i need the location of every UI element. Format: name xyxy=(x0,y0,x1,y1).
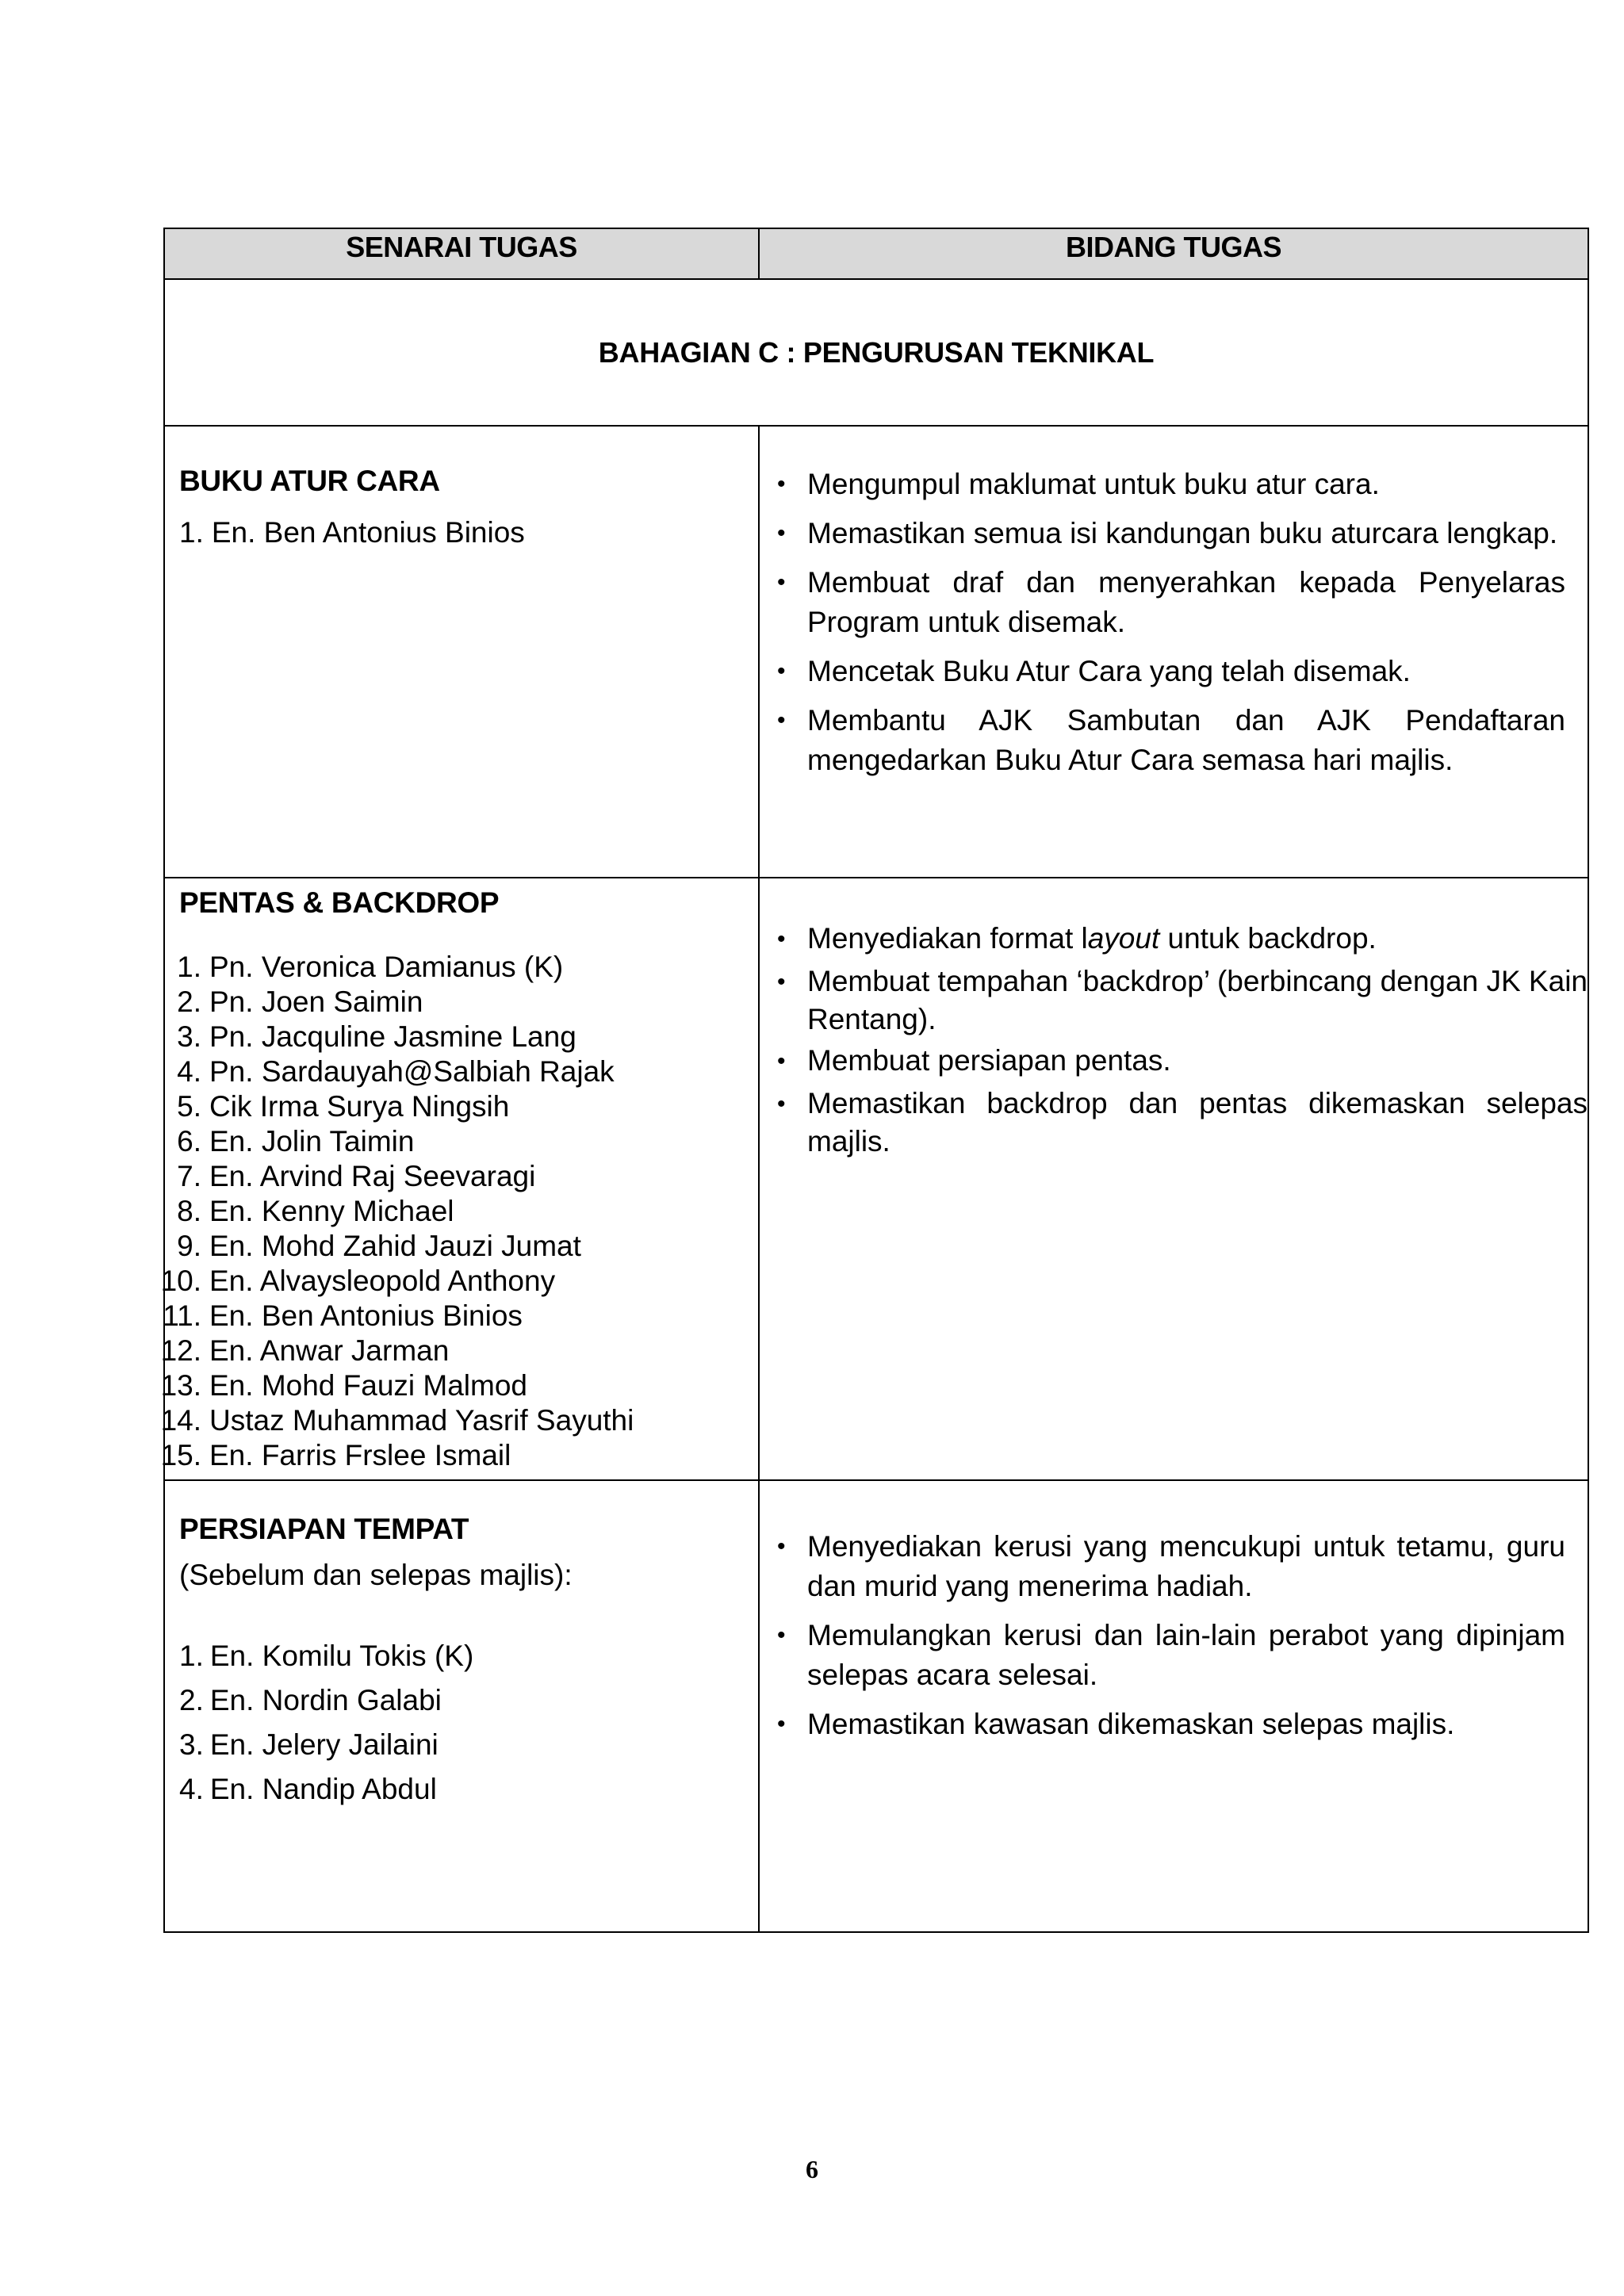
list-item xyxy=(776,563,1588,642)
member-name: En. Ben Antonius Binios xyxy=(209,1299,523,1332)
list-item xyxy=(179,985,749,1020)
duties-cell xyxy=(759,878,1588,1480)
group-title: PERSIAPAN TEMPAT xyxy=(179,1513,469,1545)
item-number: 13. xyxy=(160,1369,201,1402)
list-item xyxy=(776,701,1588,780)
list-item xyxy=(776,1085,1588,1161)
item-number: 4. xyxy=(179,1773,204,1805)
duty-table xyxy=(160,228,1589,1933)
member-name: Ustaz Muhammad Yasrif Sayuthi xyxy=(209,1404,634,1437)
header-senarai-tugas: SENARAI TUGAS xyxy=(164,228,759,279)
bullet-icon: • xyxy=(777,969,786,995)
group-note: (Sebelum dan selepas majlis): xyxy=(179,1559,573,1591)
list-item xyxy=(163,1299,749,1334)
member-name: En. Kenny Michael xyxy=(209,1195,454,1227)
list-item xyxy=(160,1368,749,1403)
list-item xyxy=(160,1438,749,1473)
list-item xyxy=(160,1334,749,1368)
list-item xyxy=(179,1054,749,1089)
table-row xyxy=(164,426,1588,878)
list-item xyxy=(179,950,749,985)
member-name: En. Anwar Jarman xyxy=(209,1334,450,1367)
list-item xyxy=(179,1020,749,1054)
bullet-icon: • xyxy=(777,569,786,595)
duty-text: Menyediakan kerusi yang mencukupi untuk tetamu, guru dan murid yang menerima hadiah. xyxy=(807,1530,1565,1602)
list-item xyxy=(776,652,1588,691)
member-name: Pn. Jacquline Jasmine Lang xyxy=(209,1020,576,1053)
item-number: 14. xyxy=(160,1404,201,1437)
list-item xyxy=(179,1089,749,1124)
member-name: En. Mohd Fauzi Malmod xyxy=(209,1369,528,1402)
item-number: 8. xyxy=(177,1195,201,1227)
table-row xyxy=(164,878,1588,1480)
member-list xyxy=(160,950,749,1473)
item-number: 3. xyxy=(177,1020,201,1053)
list-item xyxy=(776,465,1588,504)
list-item xyxy=(776,962,1588,1039)
member-name: Cik Irma Surya Ningsih xyxy=(209,1090,510,1123)
bullet-icon: • xyxy=(777,1048,786,1074)
duty-text: Memastikan semua isi kandungan buku aturcara lengkap. xyxy=(807,517,1558,549)
members-cell xyxy=(164,426,759,878)
item-number: 10. xyxy=(160,1265,201,1297)
item-number: 11. xyxy=(163,1299,201,1332)
duties-cell xyxy=(759,426,1588,878)
list-item xyxy=(776,1705,1588,1744)
group-title: BUKU ATUR CARA xyxy=(179,465,440,497)
list-item xyxy=(160,1403,749,1438)
duty-text: Memulangkan kerusi dan lain-lain perabot yang dipinjam selepas acara selesai. xyxy=(807,1619,1565,1691)
members-cell xyxy=(164,1480,759,1932)
duties-cell xyxy=(759,1480,1588,1932)
bullet-icon: • xyxy=(777,926,786,952)
list-item xyxy=(776,1616,1588,1695)
table-row xyxy=(164,1480,1588,1932)
member-name: En. Farris Frslee Ismail xyxy=(209,1439,511,1471)
list-item xyxy=(179,1771,749,1808)
item-number: 2. xyxy=(177,985,201,1018)
duty-text: Mengumpul maklumat untuk buku atur cara. xyxy=(807,468,1380,500)
bullet-icon: • xyxy=(777,1091,786,1117)
list-item xyxy=(179,1124,749,1159)
item-number: 1. xyxy=(179,1640,204,1672)
item-number: 2. xyxy=(179,1684,204,1716)
list-item xyxy=(179,1638,749,1674)
duty-text: Memastikan kawasan dikemaskan selepas majlis. xyxy=(807,1708,1455,1740)
duty-list xyxy=(776,465,1588,780)
page-number: 6 xyxy=(806,2155,818,2183)
list-item xyxy=(776,1042,1588,1081)
member-name: En. Nordin Galabi xyxy=(209,1684,442,1716)
item-number: 4. xyxy=(177,1055,201,1088)
item-number: 6. xyxy=(177,1125,201,1158)
member-name: En. Jolin Taimin xyxy=(209,1125,415,1158)
duty-text: Membantu AJK Sambutan dan AJK Pendaftaran mengedarkan Buku Atur Cara semasa hari majlis. xyxy=(807,704,1565,776)
list-item xyxy=(160,1264,749,1299)
group-title: PENTAS & BACKDROP xyxy=(179,886,500,919)
list-item xyxy=(776,514,1588,553)
bullet-icon: • xyxy=(777,520,786,546)
member-name: Pn. Veronica Damianus (K) xyxy=(209,951,564,983)
duty-text: Membuat draf dan menyerahkan kepada Penyelaras Program untuk disemak. xyxy=(807,566,1565,638)
member-name: En. Komilu Tokis (K) xyxy=(209,1640,474,1672)
member-name: En. Jelery Jailaini xyxy=(209,1728,439,1761)
member-name: En. Arvind Raj Seevaragi xyxy=(209,1160,536,1192)
bullet-icon: • xyxy=(777,707,786,733)
member-name: Pn. Joen Saimin xyxy=(209,985,423,1018)
member-name: En. Nandip Abdul xyxy=(209,1773,437,1805)
list-item xyxy=(179,515,749,550)
item-number: 9. xyxy=(177,1230,201,1262)
item-number: 5. xyxy=(177,1090,201,1123)
list-item xyxy=(179,1727,749,1763)
section-row xyxy=(164,279,1588,426)
list-item xyxy=(179,1194,749,1229)
member-list xyxy=(179,1638,749,1808)
duty-list xyxy=(776,920,1588,1161)
duty-text: Membuat persiapan pentas. xyxy=(807,1044,1171,1077)
duty-text: Memastikan backdrop dan pentas dikemaskan selepas majlis. xyxy=(807,1087,1588,1158)
item-number: 7. xyxy=(177,1160,201,1192)
member-name: En. Mohd Zahid Jauzi Jumat xyxy=(209,1230,581,1262)
item-number: 15. xyxy=(160,1439,201,1471)
list-item xyxy=(776,1527,1588,1606)
item-number: 1. xyxy=(179,516,204,549)
bullet-icon: • xyxy=(777,1711,786,1737)
item-number: 3. xyxy=(179,1728,204,1761)
member-name: En. Alvaysleopold Anthony xyxy=(209,1265,556,1297)
bullet-icon: • xyxy=(777,658,786,684)
list-item xyxy=(179,1229,749,1264)
list-item xyxy=(179,1159,749,1194)
list-item xyxy=(179,1682,749,1719)
member-list xyxy=(179,515,749,550)
duty-text: Mencetak Buku Atur Cara yang telah disemak. xyxy=(807,655,1411,687)
bullet-icon: • xyxy=(777,1622,786,1648)
list-item xyxy=(776,920,1588,959)
section-title: BAHAGIAN C : PENGURUSAN TEKNIKAL xyxy=(164,279,1588,426)
duty-text: Menyediakan format layout untuk backdrop. xyxy=(807,922,1377,955)
item-number: 12. xyxy=(160,1334,201,1367)
table-header-row xyxy=(164,228,1588,279)
header-bidang-tugas: BIDANG TUGAS xyxy=(759,228,1588,279)
member-name: Pn. Sardauyah@Salbiah Rajak xyxy=(209,1055,615,1088)
duty-list xyxy=(776,1527,1588,1744)
bullet-icon: • xyxy=(777,471,786,497)
members-cell xyxy=(160,878,759,1480)
member-name: En. Ben Antonius Binios xyxy=(211,516,525,549)
duty-text: Membuat tempahan ‘backdrop’ (berbincang dengan JK Kain Rentang). xyxy=(807,965,1588,1035)
bullet-icon: • xyxy=(777,1533,786,1559)
item-number: 1. xyxy=(177,951,201,983)
